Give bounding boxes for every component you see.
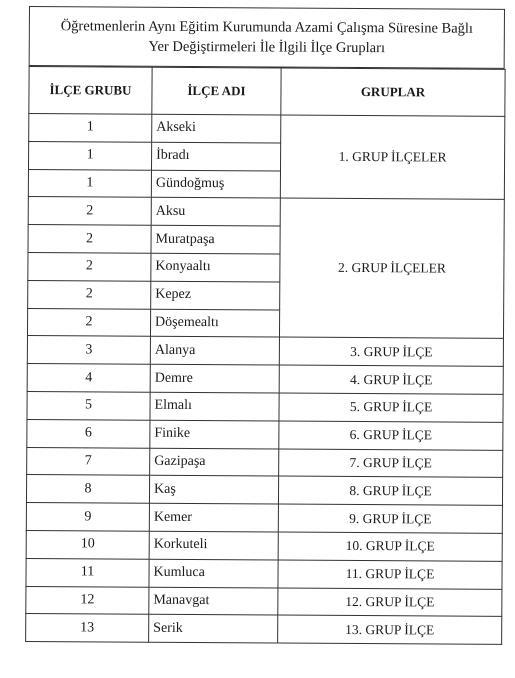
group-no-cell: 4	[27, 364, 150, 393]
group-cell: 5. GRUP İLÇE	[279, 393, 503, 422]
group-cell: 7. GRUP İLÇE	[279, 449, 503, 478]
group-cell: 4. GRUP İLÇE	[279, 365, 503, 394]
district-cell: Aksu	[151, 198, 280, 227]
table-row	[26, 614, 502, 645]
district-cell: Konyaaltı	[151, 253, 280, 282]
district-cell: Gazipaşa	[150, 448, 279, 477]
group-no-cell: 2	[28, 225, 151, 254]
group-no-cell: 1	[29, 141, 152, 170]
group-cell: 13. GRUP İLÇE	[278, 615, 502, 644]
group-no-cell: 8	[26, 475, 149, 504]
group-no-cell: 11	[26, 558, 149, 587]
district-cell: Serik	[149, 615, 278, 644]
group-cell: 12. GRUP İLÇE	[278, 588, 502, 617]
group-cell: 8. GRUP İLÇE	[278, 476, 502, 505]
group-no-cell: 5	[27, 391, 150, 420]
group-no-cell: 7	[27, 447, 150, 476]
district-cell: Kemer	[149, 503, 278, 532]
group-no-cell: 9	[26, 503, 149, 532]
district-cell: Akseki	[152, 114, 281, 143]
group-no-cell: 1	[29, 114, 152, 143]
table-header-row	[29, 67, 505, 117]
group-cell: 3. GRUP İLÇE	[279, 337, 503, 366]
group-no-cell: 13	[26, 614, 149, 643]
group-no-cell: 1	[28, 169, 151, 198]
district-cell: Korkuteli	[149, 531, 278, 560]
table-row	[27, 336, 503, 367]
table-row	[26, 586, 502, 617]
merged-group-cell: 2. GRUP İLÇELER	[279, 198, 504, 338]
group-cell: 10. GRUP İLÇE	[278, 532, 502, 561]
table-row	[26, 475, 502, 506]
merged-group-cell: 1. GRUP İLÇELER	[280, 115, 505, 200]
group-no-cell: 3	[27, 336, 150, 365]
table-row	[27, 447, 503, 478]
group-no-cell: 2	[28, 280, 151, 309]
title-line-2: Yer Değiştirmeleri İle İlgili İlçe Grupları	[148, 38, 386, 57]
district-cell: Döşemealtı	[150, 309, 279, 338]
group-no-cell: 2	[27, 308, 150, 337]
table-row	[27, 391, 503, 422]
table-row	[29, 114, 505, 145]
table-row	[26, 530, 502, 561]
district-cell: Alanya	[150, 337, 279, 366]
district-cell: Finike	[150, 420, 279, 449]
header-district: İLÇE ADI	[152, 67, 281, 115]
header-groups: GRUPLAR	[281, 68, 505, 116]
header-group-no: İLÇE GRUBU	[29, 67, 152, 115]
group-no-cell: 2	[28, 252, 151, 281]
group-cell: 9. GRUP İLÇE	[278, 504, 502, 533]
table-row	[28, 197, 504, 228]
group-cell: 11. GRUP İLÇE	[278, 560, 502, 589]
group-cell: 6. GRUP İLÇE	[279, 421, 503, 450]
district-cell: Manavgat	[149, 587, 278, 616]
district-cell: Muratpaşa	[151, 225, 280, 254]
document-title	[29, 6, 505, 69]
district-cell: Kaş	[149, 476, 278, 505]
district-cell: İbradı	[152, 142, 281, 171]
table-row	[27, 364, 503, 395]
group-no-cell: 10	[26, 530, 149, 559]
district-cell: Kepez	[151, 281, 280, 310]
district-cell: Elmalı	[150, 392, 279, 421]
group-no-cell: 6	[27, 419, 150, 448]
document-page	[25, 6, 505, 673]
district-cell: Gündoğmuş	[151, 170, 280, 199]
table-row	[27, 419, 503, 450]
district-groups-table	[25, 66, 506, 645]
district-cell: Kumluca	[149, 559, 278, 588]
group-no-cell: 2	[28, 197, 151, 226]
district-cell: Demre	[150, 364, 279, 393]
group-no-cell: 12	[26, 586, 149, 615]
title-line-1: Öğretmenlerin Aynı Eğitim Kurumunda Azami Çalışma Süresine Bağlı	[60, 18, 474, 37]
table-row	[26, 558, 502, 589]
table-row	[26, 503, 502, 534]
